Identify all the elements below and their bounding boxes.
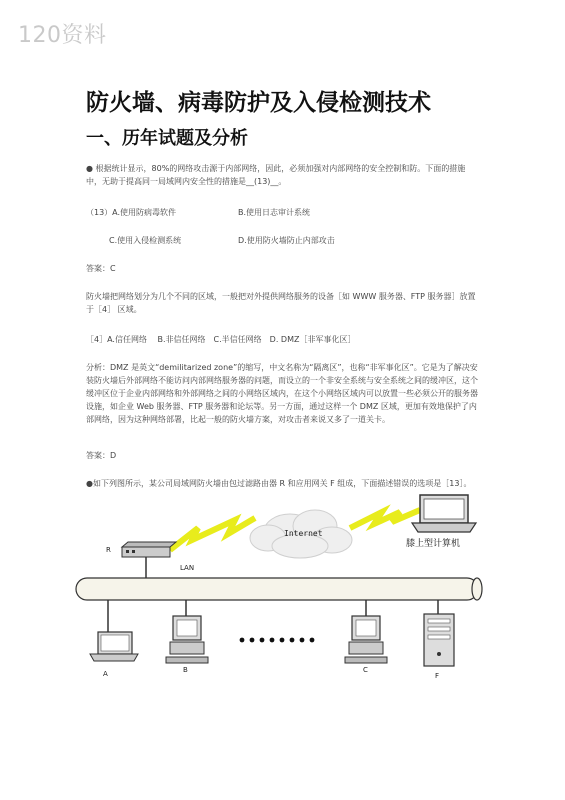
node-c-label: C bbox=[363, 666, 368, 674]
question-1-answer: 答案：C bbox=[86, 264, 116, 273]
option-d: D.使用防火墙防止内部攻击 bbox=[238, 236, 335, 245]
desktop-b-icon bbox=[166, 616, 208, 663]
page-title: 防火墙、病毒防护及入侵检测技术 bbox=[86, 90, 431, 116]
server-f-icon bbox=[424, 614, 454, 666]
question-3-stem: ●如下列图所示，某公司局域网防火墙由包过滤路由器 R 和应用网关 F 组成，下面描述错误的选项是［13］。 bbox=[86, 479, 472, 488]
lan-label: LAN bbox=[180, 564, 195, 572]
remote-laptop-icon bbox=[412, 495, 476, 532]
node-f-label: F bbox=[435, 672, 440, 680]
router-label: R bbox=[106, 546, 111, 554]
laptop-a-icon bbox=[90, 632, 138, 661]
question-1-options-row-1 bbox=[86, 207, 478, 218]
question-2-stem: 防火墙把网络划分为几个不同的区域，一般把对外提供网络服务的设备［如 WWW 服务器、FTP 服务器］放置于［4］ 区域。 bbox=[86, 292, 476, 314]
section-heading: 一、历年试题及分析 bbox=[86, 128, 248, 149]
option-a: （13）A.使用防病毒软件 bbox=[86, 208, 177, 217]
question-1-options-row-2 bbox=[86, 235, 478, 246]
question-2-options: ［4］A.信任网络 B.非信任网络 C.半信任网络 D. DMZ［非军事化区］ bbox=[86, 335, 356, 344]
remote-laptop-label: 膝上型计算机 bbox=[406, 539, 461, 549]
lan-bus bbox=[76, 578, 482, 600]
node-a-label: A bbox=[103, 670, 108, 678]
more-nodes-ellipsis bbox=[240, 638, 315, 643]
question-2-answer: 答案：D bbox=[86, 451, 117, 460]
option-c: C.使用入侵检测系统 bbox=[109, 236, 182, 245]
desktop-c-icon bbox=[345, 616, 387, 663]
router-icon bbox=[122, 542, 176, 557]
link-bolt-router bbox=[170, 518, 255, 550]
option-b: B.使用日志审计系统 bbox=[238, 208, 311, 217]
watermark: 120资料 bbox=[18, 23, 107, 48]
link-bolt-remote bbox=[350, 510, 420, 528]
question-1-stem: ● 根据统计显示，80%的网络攻击源于内部网络，因此，必须加强对内部网络的安全控制和防。下面的措施中，无助于提高同一局域网内安全性的措施是__(13)__。 bbox=[86, 164, 466, 186]
question-2-analysis: 分析：DMZ 是英文“demilitarized zone”的缩写，中文名称为“隔离区”，也称“非军事化区”。它是为了解决安装防火墙后外部网络不能访问内部网络服务器的问题，而设立的一个非安全系统与安全系统之间的缓冲区，这个缓冲区位于企业内部网络和外部网络之间的小网络区域内，在这个小网络区域内可以放置一些必须公开的服务器设施，如企业 Web 服务器、FTP 服务器和论坛等。另一方面，通过这样一个 DMZ 区域，更加有效地保护了内部网络，因为这种网络部署，比起一般的防火墙方案，对攻击者来说又多了一道关卡。 bbox=[86, 363, 478, 424]
network-diagram bbox=[70, 490, 490, 685]
node-b-label: B bbox=[183, 666, 188, 674]
internet-label: Internet bbox=[284, 529, 323, 538]
